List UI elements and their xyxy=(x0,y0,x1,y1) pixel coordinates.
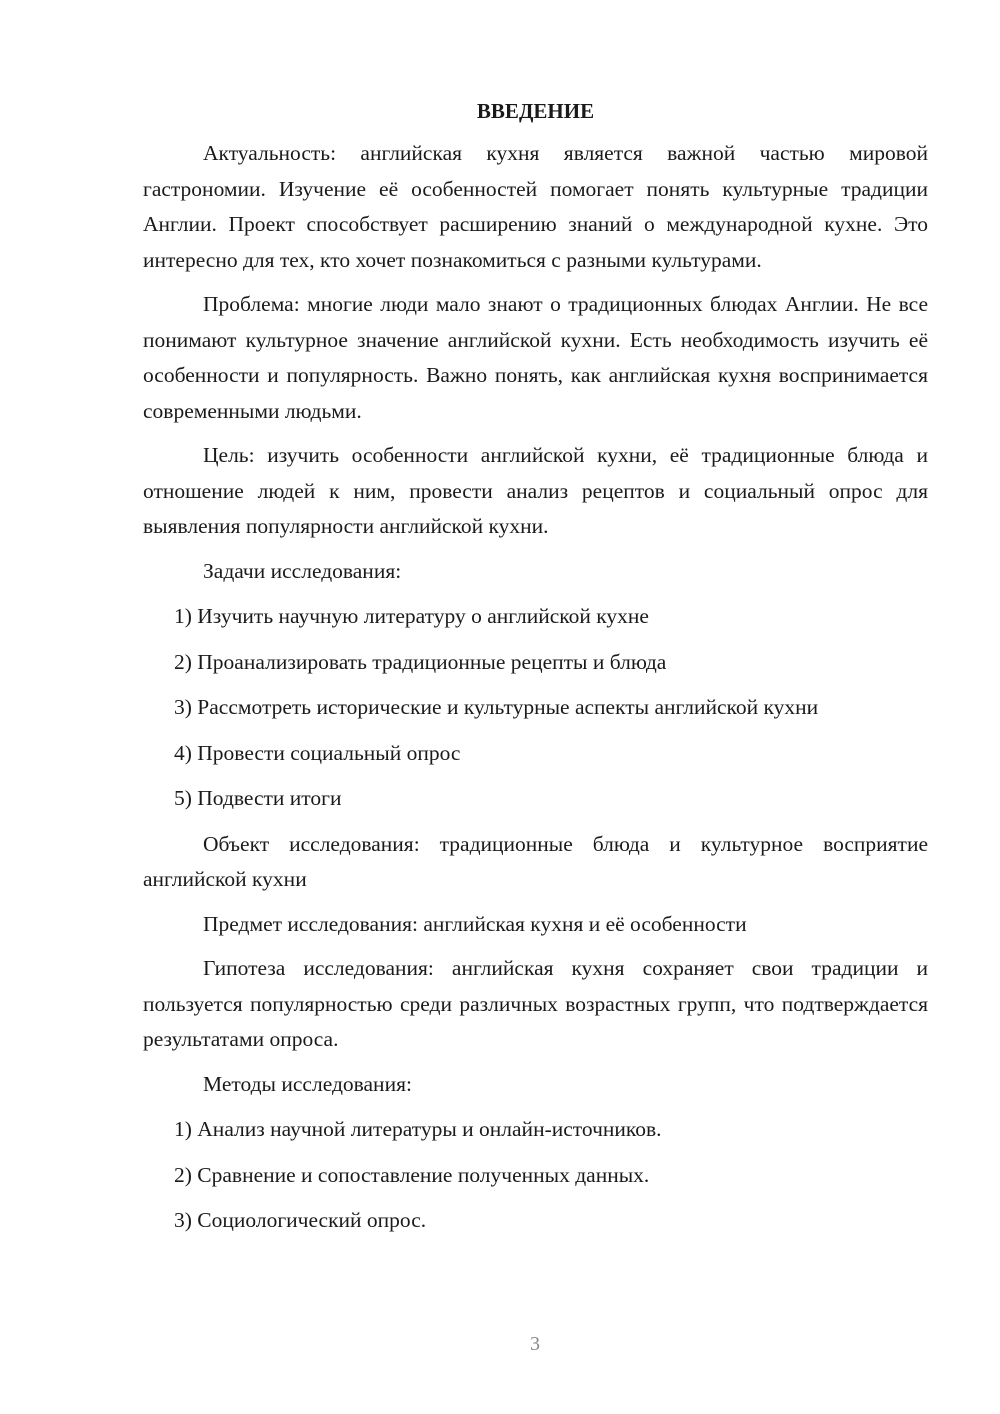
list-item: 1) Изучить научную литературу о английской кухне xyxy=(174,604,649,628)
tasks-list xyxy=(143,599,928,817)
relevance-paragraph: Актуальность: английская кухня является важной частью мировой гастрономии. Изучение её особенностей помогает понять культурные традиции Англии. Проект способствует расширению знаний о международной кухне. Это интересно для тех, кто хочет познакомиться с разными культурами. xyxy=(143,141,928,272)
list-item: 4) Провести социальный опрос xyxy=(174,740,461,765)
list-item: 2) Сравнение и сопоставление полученных данных. xyxy=(174,1162,650,1187)
list-item: 2) Проанализировать традиционные рецепты и блюда xyxy=(174,649,667,674)
page-title: ВВЕДЕНИЕ xyxy=(476,99,595,123)
list-item: 5) Подвести итоги xyxy=(174,786,342,810)
object-paragraph: Объект исследования: традиционные блюда и культурное восприятие английской кухни xyxy=(143,831,928,891)
tasks-heading: Задачи исследования: xyxy=(203,558,402,583)
document-page xyxy=(143,96,928,1249)
methods-list xyxy=(143,1112,928,1239)
goal-paragraph: Цель: изучить особенности английской кухни, её традиционные блюда и отношение людей к ним, провести анализ рецептов и социальный опрос для выявления популярности английской кухни. xyxy=(143,443,928,538)
subject-paragraph: Предмет исследования: английская кухня и её особенности xyxy=(203,911,747,936)
methods-heading: Методы исследования: xyxy=(203,1071,412,1096)
problem-paragraph: Проблема: многие люди мало знают о традиционных блюдах Англии. Не все понимают культурное значение английской кухни. Есть необходимость изучить её особенности и популярность. Важно понять, как английская кухня воспринимается современными людьми. xyxy=(143,292,928,423)
hypothesis-paragraph: Гипотеза исследования: английская кухня сохраняет свои традиции и пользуется популярностью среди различных возрастных групп, что подтверждается результатами опроса. xyxy=(143,956,928,1051)
list-item: 3) Рассмотреть исторические и культурные аспекты английской кухни xyxy=(174,695,819,719)
list-item: 3) Социологический опрос. xyxy=(174,1208,427,1232)
list-item: 1) Анализ научной литературы и онлайн-источников. xyxy=(174,1117,662,1141)
page-number: 3 xyxy=(530,1333,540,1355)
